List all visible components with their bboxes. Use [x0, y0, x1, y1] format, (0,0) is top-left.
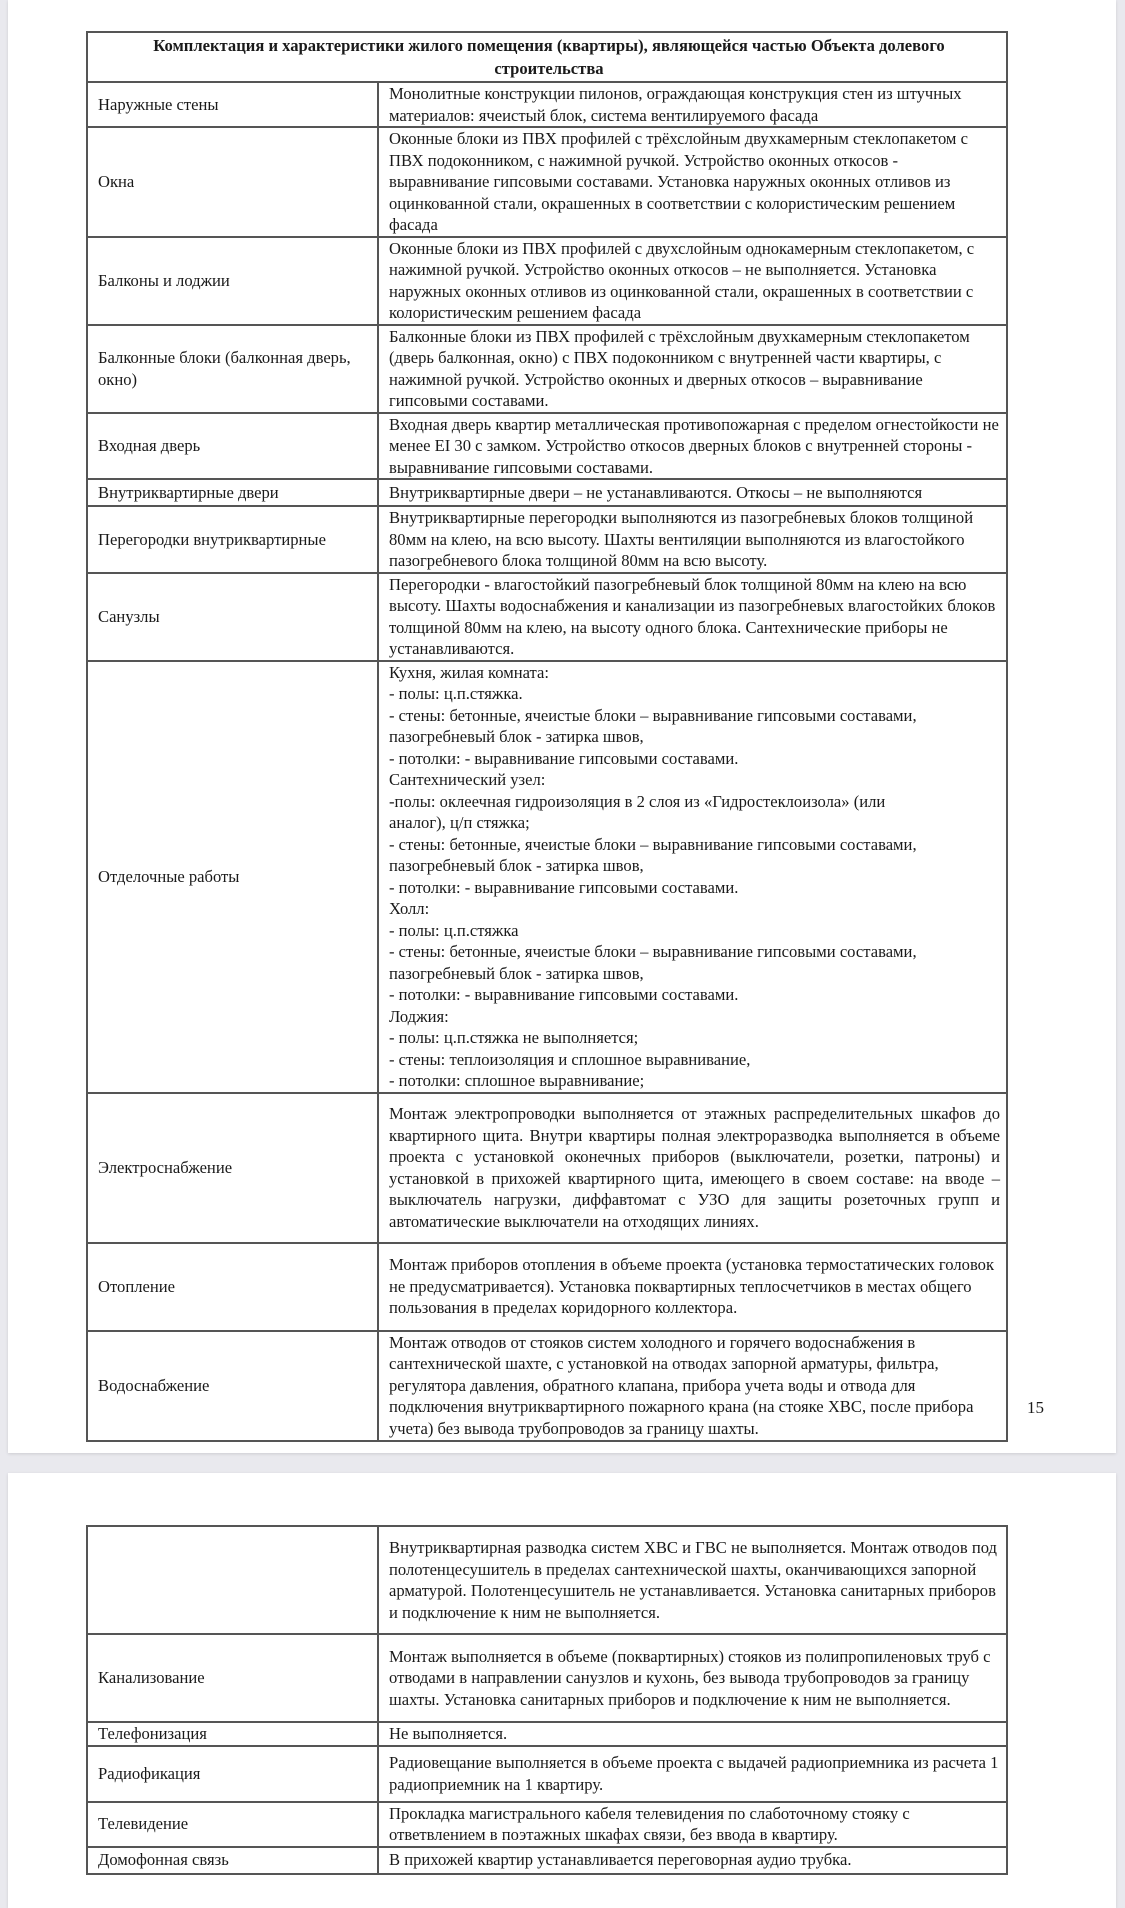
row-label: [87, 1526, 378, 1634]
row-description: Перегородки - влагостойкий пазогребневый блок толщиной 80мм на клею на всю высоту. Шахты водоснабжения и канализации из пазогребневых влагостойких блоков толщиной 80мм на клею, на высоту одного блока. Сантехнические приборы не устанавливаются.: [378, 573, 1007, 661]
finishing-line: аналог), ц/п стяжка;: [389, 813, 530, 832]
row-description: Балконные блоки из ПВХ профилей с трёхслойным двухкамерным стеклопакетом (дверь балконная, окно) с ПВХ подоконником с внутренней части квартиры, с нажимной ручкой. Устройство оконных и дверных откосов – выравнивание гипсовыми составами.: [378, 325, 1007, 413]
row-description: Не выполняется.: [378, 1722, 1007, 1746]
table-row: [87, 573, 1007, 661]
finishing-line: - потолки: сплошное выравнивание;: [389, 1071, 645, 1090]
table-header-row: [87, 32, 1007, 82]
finishing-line: пазогребневый блок - затирка швов,: [389, 856, 644, 875]
table-row: [87, 127, 1007, 237]
table-row: [87, 413, 1007, 480]
finishing-line: - стены: теплоизоляция и сплошное выравнивание,: [389, 1049, 751, 1069]
finishing-line: - стены: бетонные, ячеистые блоки – выравнивание гипсовыми составами,: [389, 834, 917, 854]
finishing-line: - потолки: - выравнивание гипсовыми составами.: [389, 748, 739, 768]
table-row: [87, 1746, 1007, 1802]
row-description: Монтаж отводов от стояков систем холодного и горячего водоснабжения в сантехнической шахте, с установкой на отводах запорной арматуры, фильтра, регулятора давления, обратного клапана, прибора учета воды и отвода для подключения внутриквартирного пожарного крана (на стояке ХВС, после прибора учета) без вывода трубопроводов за границу шахты.: [378, 1331, 1007, 1441]
table-row: [87, 479, 1007, 506]
apartment-spec-table-continued: [86, 1525, 1008, 1875]
finishing-line: -полы: оклеечная гидроизоляция в 2 слоя из «Гидростеклоизола» (или: [389, 791, 886, 811]
finishing-line: Кухня, жилая комната:: [389, 662, 549, 682]
row-description: Оконные блоки из ПВХ профилей с трёхслойным двухкамерным стеклопакетом с ПВХ подоконником, с нажимной ручкой. Устройство оконных откосов - выравнивание гипсовыми составами. Установка наружных оконных отливов из оцинкованной стали, окрашенных в соответствии с колористическим решением фасада: [378, 127, 1007, 237]
table-row: [87, 237, 1007, 325]
table-row: [87, 1093, 1007, 1243]
table-row: [87, 82, 1007, 127]
document-page-1: [8, 0, 1116, 1453]
row-description: Внутриквартирные перегородки выполняются из пазогребневых блоков толщиной 80мм на клею, на всю высоту. Шахты вентиляции выполняются из влагостойкого пазогребневого блока толщиной 80мм на всю высоту.: [378, 506, 1007, 573]
table-title: Комплектация и характеристики жилого помещения (квартиры), являющейся частью Объекта долевого строительства: [87, 32, 1007, 82]
row-label: Входная дверь: [87, 413, 378, 480]
finishing-line: Лоджия:: [389, 1006, 449, 1026]
row-description: Монолитные конструкции пилонов, ограждающая конструкция стен из штучных материалов: ячеистый блок, система вентилируемого фасада: [378, 82, 1007, 127]
table-row: [87, 1526, 1007, 1634]
finishing-line: - потолки: - выравнивание гипсовыми составами.: [389, 985, 739, 1004]
table-row: [87, 1847, 1007, 1874]
row-label: Наружные стены: [87, 82, 378, 127]
row-label: Электроснабжение: [87, 1093, 378, 1243]
table-row: [87, 1802, 1007, 1847]
row-description: Монтаж электропроводки выполняется от этажных распределительных шкафов до квартирного щита. Внутри квартиры полная электроразводка выполняется в объеме проекта с установкой оконечных приборов (выключатели, розетки, патроны) и установкой в прихожей квартирного щита, имеющего в своем составе: на вводе – выключатель нагрузки, диффавтомат с УЗО для защиты розеточных групп и автоматические выключатели на отходящих линиях.: [378, 1093, 1007, 1243]
finishing-line: пазогребневый блок - затирка швов,: [389, 963, 644, 983]
row-description: Оконные блоки из ПВХ профилей с двухслойным однокамерным стеклопакетом, с нажимной ручкой. Устройство оконных откосов – не выполняется. Установка наружных оконных отливов из оцинкованной стали, окрашенных в соответствии с колористическим решением фасада: [378, 237, 1007, 325]
finishing-line: - стены: бетонные, ячеистые блоки – выравнивание гипсовыми составами,: [389, 942, 917, 961]
row-description: Внутриквартирная разводка систем ХВС и ГВС не выполняется. Монтаж отводов под полотенцесушитель в пределах сантехнической шахты, оканчивающихся запорной арматурой. Полотенцесушитель не устанавливается. Установка санитарных приборов и подключение к ним не выполняется.: [378, 1526, 1007, 1634]
finishing-line: Сантехнический узел:: [389, 770, 546, 789]
table-row: [87, 325, 1007, 413]
row-label: Балконные блоки (балконная дверь, окно): [87, 325, 378, 413]
row-label: Санузлы: [87, 573, 378, 661]
row-label: Канализование: [87, 1634, 378, 1722]
finishing-line: Холл:: [389, 899, 430, 918]
apartment-spec-table: [86, 31, 1008, 1442]
row-description: Монтаж выполняется в объеме (поквартирных) стояков из полипропиленовых труб с отводами в направлении санузлов и кухонь, без вывода трубопроводов за границу шахты. Установка санитарных приборов и подключение к ним не выполняется.: [378, 1634, 1007, 1722]
row-label: Внутриквартирные двери: [87, 479, 378, 506]
row-label: Отделочные работы: [87, 661, 378, 1093]
finishing-line: - стены: бетонные, ячеистые блоки – выравнивание гипсовыми составами,: [389, 705, 917, 725]
row-label: Перегородки внутриквартирные: [87, 506, 378, 573]
row-label: Радиофикация: [87, 1746, 378, 1802]
table-row: [87, 1331, 1007, 1441]
row-description: Входная дверь квартир металлическая противопожарная с пределом огнестойкости не менее EI 30 с замком. Устройство откосов дверных блоков с внутренней стороны - выравнивание гипсовыми составами.: [378, 413, 1007, 480]
document-page-2: [8, 1473, 1116, 1908]
row-label: Окна: [87, 127, 378, 237]
row-label: Телевидение: [87, 1802, 378, 1847]
finishing-line: - полы: ц.п.стяжка.: [389, 684, 523, 703]
row-label: Балконы и лоджии: [87, 237, 378, 325]
table-row: [87, 661, 1007, 1093]
row-label: Телефонизация: [87, 1722, 378, 1746]
finishing-line: - полы: ц.п.стяжка: [389, 920, 519, 940]
row-description-finishing: [378, 661, 1007, 1093]
row-label: Отопление: [87, 1243, 378, 1331]
row-description: Радиовещание выполняется в объеме проекта с выдачей радиоприемника из расчета 1 радиоприемник на 1 квартиру.: [378, 1746, 1007, 1802]
table-row: [87, 1634, 1007, 1722]
row-label: Водоснабжение: [87, 1331, 378, 1441]
row-description: В прихожей квартир устанавливается переговорная аудио трубка.: [378, 1847, 1007, 1874]
table-row: [87, 506, 1007, 573]
table-row: [87, 1722, 1007, 1746]
row-description: Прокладка магистрального кабеля телевидения по слаботочному стояку с ответвлением в поэтажных шкафах связи, без ввода в квартиру.: [378, 1802, 1007, 1847]
finishing-line: - потолки: - выравнивание гипсовыми составами.: [389, 877, 739, 897]
row-description: Монтаж приборов отопления в объеме проекта (установка термостатических головок не предусматривается). Установка поквартирных теплосчетчиков в местах общего пользования в пределах коридорного коллектора.: [378, 1243, 1007, 1331]
finishing-line: - полы: ц.п.стяжка не выполняется;: [389, 1028, 639, 1047]
row-label: Домофонная связь: [87, 1847, 378, 1874]
page-number: 15: [1027, 1398, 1044, 1417]
table-row: [87, 1243, 1007, 1331]
row-description: Внутриквартирные двери – не устанавливаются. Откосы – не выполняются: [378, 479, 1007, 506]
finishing-line: пазогребневый блок - затирка швов,: [389, 727, 644, 746]
